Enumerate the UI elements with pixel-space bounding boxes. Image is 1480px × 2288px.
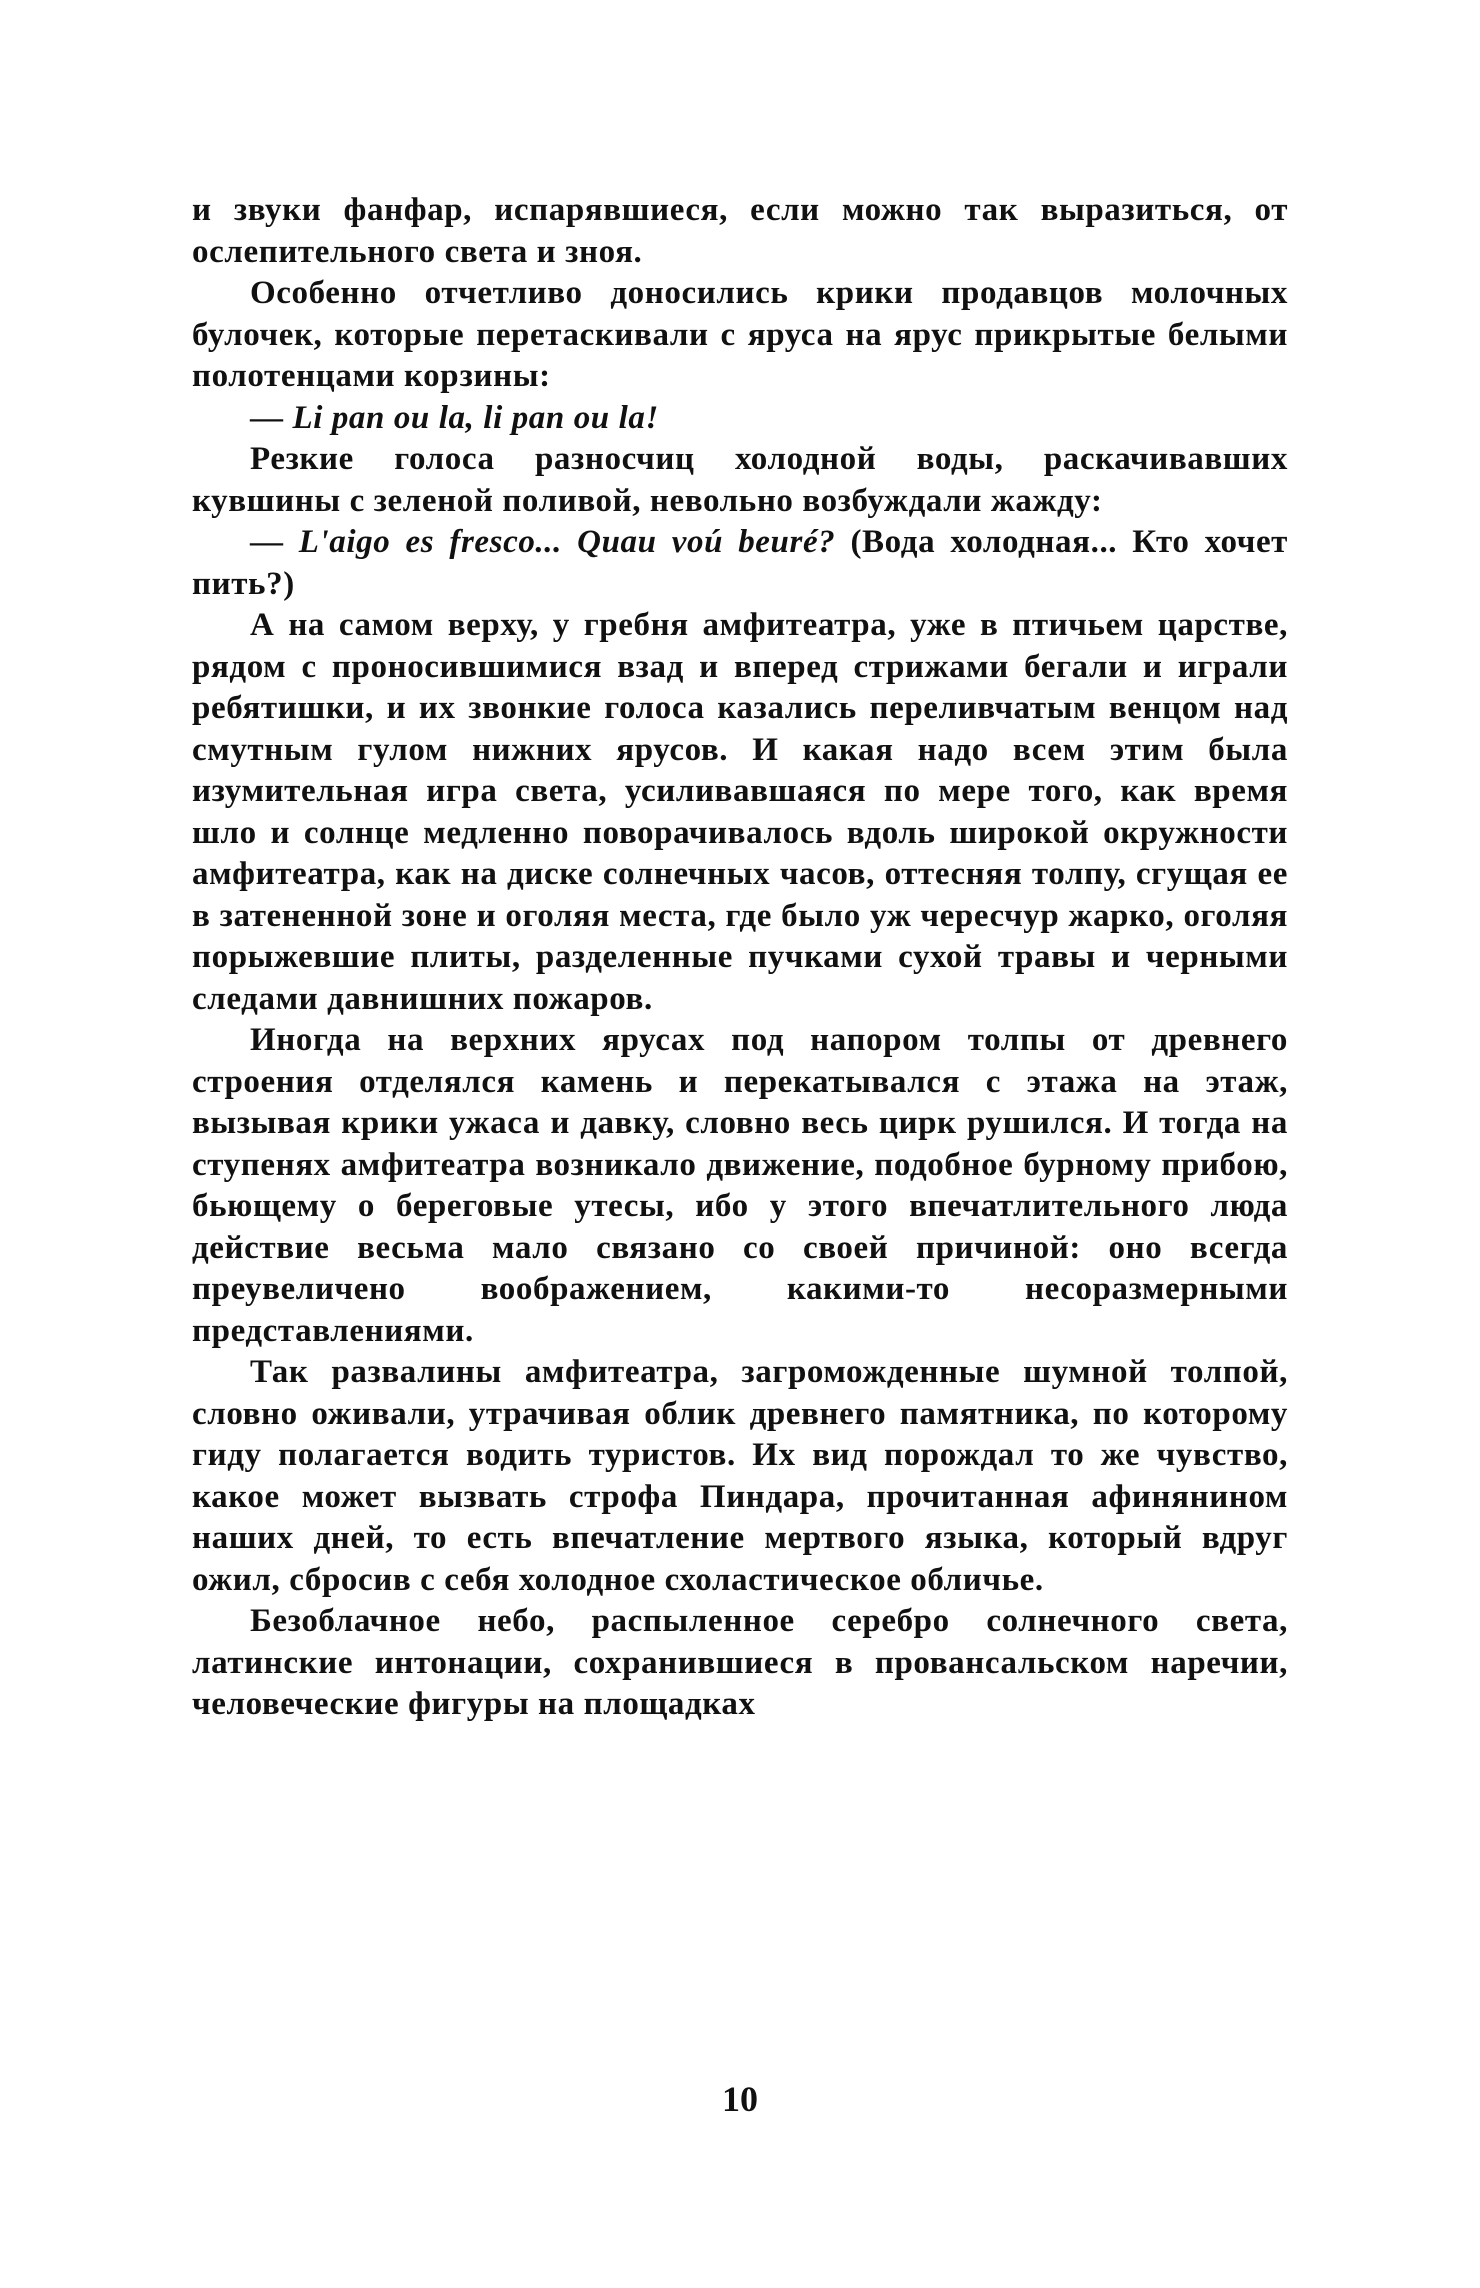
provencal-quote: L'aigo es fresco... Quau voú beuré? <box>298 524 836 560</box>
paragraph: Особенно отчетливо доносились крики продавцов молочных булочек, которые перетаскивали с яруса на ярус прикрытые белыми полотенцами корзины: <box>192 275 1288 394</box>
quote-line <box>192 398 1288 440</box>
paragraph: и звуки фанфар, испарявшиеся, если можно так выразиться, от ослепительного света и зноя. <box>192 192 1288 270</box>
paragraph: Безоблачное небо, распыленное серебро солнечного света, латинские интонации, сохранившиеся в провансальском наречии, человеческие фигуры на площадках <box>192 1603 1288 1722</box>
paragraph: Резкие голоса разносчиц холодной воды, раскачивавших кувшины с зеленой поливой, невольно возбуждали жажду: <box>192 441 1288 519</box>
quote-line <box>192 522 1288 605</box>
body-text <box>192 190 1288 1726</box>
provencal-quote: Li pan ou la, li pan ou la! <box>292 399 659 436</box>
paragraph: А на самом верху, у гребня амфитеатра, уже в птичьем царстве, рядом с проносившимися взад и вперед стрижами бегали и играли ребятишки, и их звонкие голоса казались переливчатым венцом над смутным гулом нижних ярусов. И какая надо всем этим была изумительная игра света, усиливавшаяся по мере того, как время шло и солнце медленно поворачивалось вдоль широкой окружности амфитеатра, как на диске солнечных часов, оттесняя толпу, сгущая ее в затененной зоне и оголяя места, где было уж чересчур жарко, оголяя порыжевшие плиты, разделенные пучками сухой травы и черными следами давнишних пожаров. <box>192 607 1288 1017</box>
paragraph: Так развалины амфитеатра, загроможденные шумной толпой, словно оживали, утрачивая облик древнего памятника, по которому гиду полагается водить туристов. Их вид порождал то же чувство, какое может вызвать строфа Пиндара, прочитанная афинянином наших дней, то есть впечатление мертвого языка, который вдруг ожил, сбросив с себя холодное схоластическое обличье. <box>192 1354 1288 1598</box>
quote-dash: — <box>250 399 293 436</box>
quote-translation: (Вода холодная... Кто хочет пить?) <box>192 524 1288 602</box>
page-number: 10 <box>722 2079 758 2119</box>
paragraph: Иногда на верхних ярусах под напором толпы от древнего строения отделялся камень и перекатывался с этажа на этаж, вызывая крики ужаса и давку, словно весь цирк рушился. И тогда на ступенях амфитеатра возникало движение, подобное бурному прибою, бьющему о береговые утесы, ибо у этого впечатлительного люда действие весьма мало связано со своей причиной: оно всегда преувеличено воображением, какими-то несоразмерными представлениями. <box>192 1022 1288 1349</box>
quote-dash: — <box>250 524 299 560</box>
